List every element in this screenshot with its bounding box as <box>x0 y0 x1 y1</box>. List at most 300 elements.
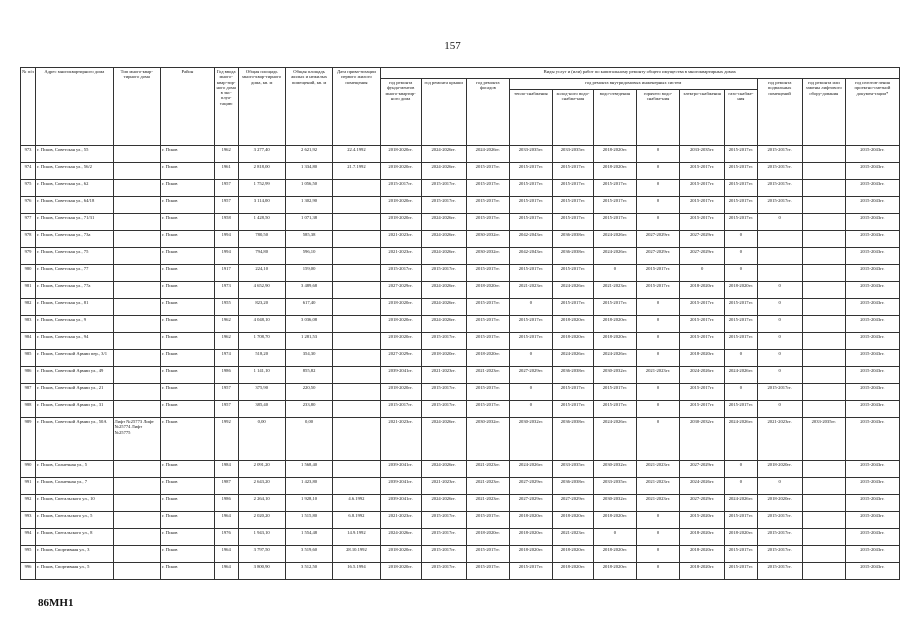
row-electricity-year: 2015-2017гг. <box>680 384 725 401</box>
row-living-area: 1 056,50 <box>285 180 332 197</box>
row-gas-supply-year: 2015-2017гг. <box>725 546 757 563</box>
row-roof-year: 2015-2017гг. <box>421 546 466 563</box>
row-address: г. Псков, Советская ул., 81 <box>36 299 114 316</box>
table-row <box>21 316 900 333</box>
row-facade-year: 2018-2020гг. <box>466 282 509 299</box>
row-living-area: 0,00 <box>285 418 332 461</box>
row-roof-year: 2015-2017гг. <box>421 197 466 214</box>
row-roof-year: 2024-2026гг. <box>421 495 466 512</box>
row-hot-water-year: 0 <box>636 563 679 580</box>
row-roof-year: 2015-2017гг. <box>421 180 466 197</box>
row-facade-year: 2030-2032гг. <box>466 418 509 461</box>
table-row <box>21 478 900 495</box>
table-row <box>21 401 900 418</box>
row-total-area: 4 652,90 <box>238 282 285 299</box>
row-privatization-date <box>333 299 380 316</box>
row-house-type <box>113 265 160 282</box>
row-basement-year <box>757 265 802 282</box>
row-elevator-year <box>802 214 845 231</box>
row-cold-water-year: 2033-2035гг. <box>552 146 593 163</box>
row-district: г. Псков <box>160 231 214 248</box>
row-address: г. Псков, Советской Армии пер., 3/1 <box>36 350 114 367</box>
row-year-built: 1955 <box>214 299 238 316</box>
row-total-area: 1 141,10 <box>238 367 285 384</box>
row-cold-water-year: 2015-2017гг. <box>552 180 593 197</box>
row-foundation-year: 2018-2020гг. <box>380 163 421 180</box>
row-hot-water-year: 2021-2023гг. <box>636 478 679 495</box>
row-design-docs-year: 2015-2043гг. <box>845 248 899 265</box>
row-heat-supply-year: 2015-2017гг. <box>509 265 552 282</box>
row-elevator-year <box>802 495 845 512</box>
row-year-built: 1992 <box>214 418 238 461</box>
row-electricity-year: 2027-2029гг. <box>680 461 725 478</box>
row-total-area: 2 020,20 <box>238 512 285 529</box>
row-basement-year: 2015-2017гг. <box>757 197 802 214</box>
row-cold-water-year: 2036-2038гг. <box>552 231 593 248</box>
row-number: 985 <box>21 350 36 367</box>
table-row <box>21 248 900 265</box>
row-year-built: 1974 <box>214 350 238 367</box>
row-facade-year: 2015-2017гг. <box>466 214 509 231</box>
row-roof-year: 2024-2026гг. <box>421 461 466 478</box>
table-row <box>21 146 900 163</box>
row-basement-year: 0 <box>757 350 802 367</box>
row-house-type <box>113 401 160 418</box>
row-hot-water-year: 0 <box>636 299 679 316</box>
row-basement-year: 2021-2023гг. <box>757 418 802 461</box>
header-sewerage: водо-отведения <box>593 90 636 146</box>
row-district: г. Псков <box>160 333 214 350</box>
row-design-docs-year: 2015-2043гг. <box>845 529 899 546</box>
row-foundation-year: 2015-2017гг. <box>380 401 421 418</box>
table-body <box>21 146 900 580</box>
row-electricity-year: 2018-2020гг. <box>680 529 725 546</box>
footer-code: 86МН1 <box>38 597 74 609</box>
row-living-area: 617,40 <box>285 299 332 316</box>
row-sewerage-year: 2030-2032гг. <box>593 461 636 478</box>
row-total-area: 1 943,10 <box>238 529 285 546</box>
row-hot-water-year: 0 <box>636 384 679 401</box>
table-header <box>21 68 900 146</box>
row-hot-water-year: 2015-2017гг. <box>636 265 679 282</box>
row-cold-water-year: 2015-2017гг. <box>552 299 593 316</box>
row-electricity-year: 2033-2035гг. <box>680 146 725 163</box>
row-district: г. Псков <box>160 546 214 563</box>
row-basement-year: 0 <box>757 299 802 316</box>
row-privatization-date: 6.8.1992 <box>333 512 380 529</box>
table-row <box>21 197 900 214</box>
row-hot-water-year: 0 <box>636 401 679 418</box>
row-hot-water-year: 2021-2023гг. <box>636 461 679 478</box>
row-address: г. Псков, Советской Армии ул., 49 <box>36 367 114 384</box>
row-year-built: 1984 <box>214 461 238 478</box>
row-basement-year: 0 <box>757 478 802 495</box>
row-design-docs-year: 2015-2043гг. <box>845 495 899 512</box>
row-roof-year: 2015-2017гг. <box>421 333 466 350</box>
row-district: г. Псков <box>160 529 214 546</box>
row-design-docs-year: 2015-2043гг. <box>845 282 899 299</box>
row-district: г. Псков <box>160 478 214 495</box>
row-heat-supply-year: 0 <box>509 299 552 316</box>
row-house-type <box>113 197 160 214</box>
row-total-area: 518,20 <box>238 350 285 367</box>
row-roof-year: 2018-2020гг. <box>421 350 466 367</box>
row-elevator-year <box>802 546 845 563</box>
row-gas-supply-year: 2015-2017гг. <box>725 180 757 197</box>
row-foundation-year: 2039-2041гг. <box>380 478 421 495</box>
header-elevator: год ремонта или замены лифтового обору-дования <box>802 79 845 146</box>
row-address: г. Псков, Советская ул., 64/18 <box>36 197 114 214</box>
row-gas-supply-year: 2015-2017гг. <box>725 512 757 529</box>
row-roof-year: 2015-2017гг. <box>421 563 466 580</box>
row-year-built: 1994 <box>214 248 238 265</box>
row-cold-water-year: 2027-2029гг. <box>552 495 593 512</box>
row-total-area: 1 752,99 <box>238 180 285 197</box>
row-house-type <box>113 495 160 512</box>
row-living-area: 1 334,80 <box>285 163 332 180</box>
table-row <box>21 384 900 401</box>
row-design-docs-year: 2015-2043гг. <box>845 367 899 384</box>
row-basement-year: 2015-2017гг. <box>757 529 802 546</box>
row-total-area: 3 797,50 <box>238 546 285 563</box>
row-gas-supply-year: 2015-2017гг. <box>725 146 757 163</box>
row-sewerage-year: 2015-2017гг. <box>593 401 636 418</box>
row-cold-water-year: 2015-2017гг. <box>552 163 593 180</box>
row-facade-year: 2015-2017гг. <box>466 180 509 197</box>
table-row <box>21 495 900 512</box>
row-roof-year: 2015-2017гг. <box>421 529 466 546</box>
row-address: г. Псков, Советская ул., 71/31 <box>36 214 114 231</box>
row-heat-supply-year: 2018-2020гг. <box>509 546 552 563</box>
table-row <box>21 546 900 563</box>
row-living-area: 3 489,68 <box>285 282 332 299</box>
row-cold-water-year: 2024-2026гг. <box>552 282 593 299</box>
row-gas-supply-year: 2015-2017гг. <box>725 214 757 231</box>
row-living-area: 1 302,90 <box>285 197 332 214</box>
row-district: г. Псков <box>160 384 214 401</box>
row-basement-year: 2015-2017гг. <box>757 163 802 180</box>
row-cold-water-year: 2018-2020гг. <box>552 512 593 529</box>
row-house-type <box>113 214 160 231</box>
row-heat-supply-year: 2024-2026гг. <box>509 461 552 478</box>
row-electricity-year: 2015-2017гг. <box>680 333 725 350</box>
row-gas-supply-year: 0 <box>725 478 757 495</box>
row-living-area: 220,50 <box>285 384 332 401</box>
row-total-area: 375,90 <box>238 384 285 401</box>
row-roof-year: 2015-2017гг. <box>421 512 466 529</box>
row-gas-supply-year: 2015-2017гг. <box>725 316 757 333</box>
row-basement-year: 0 <box>757 214 802 231</box>
row-roof-year: 2015-2017гг. <box>421 265 466 282</box>
row-house-type <box>113 299 160 316</box>
row-number: 990 <box>21 461 36 478</box>
row-house-type <box>113 180 160 197</box>
row-living-area: 3 512,50 <box>285 563 332 580</box>
row-privatization-date <box>333 461 380 478</box>
row-number: 989 <box>21 418 36 461</box>
row-number: 984 <box>21 333 36 350</box>
table-row <box>21 418 900 461</box>
row-elevator-year <box>802 299 845 316</box>
row-hot-water-year: 2021-2023гг. <box>636 367 679 384</box>
row-elevator-year <box>802 146 845 163</box>
row-gas-supply-year: 0 <box>725 231 757 248</box>
row-basement-year: 0 <box>757 367 802 384</box>
row-living-area: 2 621,92 <box>285 146 332 163</box>
row-living-area: 855,82 <box>285 367 332 384</box>
row-facade-year: 2018-2020гг. <box>466 529 509 546</box>
row-total-area: 2 818,00 <box>238 163 285 180</box>
table-row <box>21 231 900 248</box>
header-facade: год ремонта фасадов <box>466 79 509 146</box>
row-design-docs-year: 2015-2043гг. <box>845 512 899 529</box>
header-roof: год ремонта крыши <box>421 79 466 146</box>
row-elevator-year <box>802 180 845 197</box>
row-elevator-year <box>802 333 845 350</box>
row-total-area: 3 114,00 <box>238 197 285 214</box>
row-sewerage-year: 2015-2017гг. <box>593 299 636 316</box>
row-foundation-year: 2021-2023гг. <box>380 512 421 529</box>
row-elevator-year <box>802 350 845 367</box>
row-sewerage-year: 2015-2017гг. <box>593 384 636 401</box>
row-privatization-date <box>333 384 380 401</box>
row-district: г. Псков <box>160 214 214 231</box>
row-cold-water-year: 2015-2017гг. <box>552 197 593 214</box>
table-row <box>21 265 900 282</box>
row-cold-water-year: 2036-2038гг. <box>552 248 593 265</box>
row-house-type <box>113 461 160 478</box>
row-total-area: 4 048,10 <box>238 316 285 333</box>
row-foundation-year: 2039-2041гг. <box>380 461 421 478</box>
row-sewerage-year: 2024-2026гг. <box>593 231 636 248</box>
row-house-type <box>113 231 160 248</box>
row-address: г. Псков, Советская ул., 77 <box>36 265 114 282</box>
row-gas-supply-year: 2024-2026гг. <box>725 418 757 461</box>
row-basement-year: 0 <box>757 316 802 333</box>
row-address: г. Псков, Советской Армии ул., 21 <box>36 384 114 401</box>
row-electricity-year: 2018-2020гг. <box>680 350 725 367</box>
header-living-area: Общая площадь жилых и нежилых помещений, кв. м <box>285 68 332 146</box>
row-foundation-year: 2027-2029гг. <box>380 350 421 367</box>
row-facade-year: 2015-2017гг. <box>466 563 509 580</box>
table-row <box>21 282 900 299</box>
row-house-type <box>113 546 160 563</box>
row-heat-supply-year: 2018-2020гг. <box>509 512 552 529</box>
row-cold-water-year: 2015-2017гг. <box>552 265 593 282</box>
header-number: № п/п <box>21 68 36 146</box>
table-row <box>21 461 900 478</box>
row-living-area: 1 281,53 <box>285 333 332 350</box>
row-address: г. Псков, Спегальского ул., 5 <box>36 512 114 529</box>
row-total-area: 823,20 <box>238 299 285 316</box>
row-foundation-year: 2039-2041гг. <box>380 367 421 384</box>
row-total-area: 2 091,20 <box>238 461 285 478</box>
row-roof-year: 2021-2023гг. <box>421 478 466 495</box>
row-heat-supply-year: 2015-2017гг. <box>509 197 552 214</box>
row-number: 987 <box>21 384 36 401</box>
capital-repair-register-table <box>20 67 900 580</box>
row-address: г. Псков, Советская ул., 56/2 <box>36 163 114 180</box>
row-house-type <box>113 316 160 333</box>
row-design-docs-year: 2015-2043гг. <box>845 163 899 180</box>
row-heat-supply-year: 2021-2023гг. <box>509 282 552 299</box>
row-hot-water-year: 0 <box>636 512 679 529</box>
row-district: г. Псков <box>160 197 214 214</box>
table-row <box>21 563 900 580</box>
row-elevator-year <box>802 282 845 299</box>
row-foundation-year: 2018-2020гг. <box>380 546 421 563</box>
row-heat-supply-year: 2027-2029гг. <box>509 478 552 495</box>
row-electricity-year: 2015-2020гг. <box>680 512 725 529</box>
row-facade-year: 2021-2023гг. <box>466 367 509 384</box>
row-basement-year: 2015-2017гг. <box>757 563 802 580</box>
row-sewerage-year: 2015-2017гг. <box>593 180 636 197</box>
row-address: г. Псков, Советская ул., 62 <box>36 180 114 197</box>
row-total-area: 1 708,70 <box>238 333 285 350</box>
row-district: г. Псков <box>160 495 214 512</box>
row-sewerage-year: 2018-2020гг. <box>593 146 636 163</box>
row-cold-water-year: 2033-2035гг. <box>552 461 593 478</box>
row-gas-supply-year: 0 <box>725 461 757 478</box>
header-works-group: Виды услуг и (или) работ по капитальному ремонту общего имущества в многоквартирных домах <box>380 68 899 79</box>
row-electricity-year: 2015-2017гг. <box>680 401 725 418</box>
row-house-type <box>113 282 160 299</box>
row-heat-supply-year: 2030-2032гг. <box>509 418 552 461</box>
table-row <box>21 529 900 546</box>
row-district: г. Псков <box>160 401 214 418</box>
row-design-docs-year: 2015-2043гг. <box>845 418 899 461</box>
row-gas-supply-year: 2015-2017гг. <box>725 197 757 214</box>
row-foundation-year: 2024-2026гг. <box>380 529 421 546</box>
row-total-area: 780,50 <box>238 231 285 248</box>
row-elevator-year <box>802 512 845 529</box>
row-sewerage-year: 2018-2020гг. <box>593 546 636 563</box>
row-house-type <box>113 248 160 265</box>
row-privatization-date <box>333 367 380 384</box>
table-row <box>21 367 900 384</box>
row-address: г. Псков, Советской Армии ул., 31 <box>36 401 114 418</box>
page-number: 157 <box>444 40 461 52</box>
row-year-built: 1958 <box>214 214 238 231</box>
row-facade-year: 2015-2017гг. <box>466 401 509 418</box>
row-privatization-date <box>333 282 380 299</box>
row-design-docs-year: 2015-2043гг. <box>845 546 899 563</box>
row-address: г. Псков, Советская ул., 9 <box>36 316 114 333</box>
header-address: Адрес многоквартирного дома <box>36 68 114 146</box>
row-cold-water-year: 2036-2038гг. <box>552 367 593 384</box>
header-design-docs: год изготов-ления проектно-сметной докумен-тации* <box>845 79 899 146</box>
row-roof-year: 2024-2026гг. <box>421 163 466 180</box>
row-electricity-year: 2015-2017гг. <box>680 299 725 316</box>
row-sewerage-year: 2024-2026гг. <box>593 248 636 265</box>
row-sewerage-year: 2015-2017гг. <box>593 197 636 214</box>
header-basement: год ремонта подвальных помещений <box>757 79 802 146</box>
row-roof-year: 2024-2026гг. <box>421 299 466 316</box>
row-heat-supply-year: 0 <box>509 401 552 418</box>
row-living-area: 585,38 <box>285 231 332 248</box>
row-address: г. Псков, Советская ул., 55 <box>36 146 114 163</box>
header-type: Тип много-квар-тирного дома <box>113 68 160 146</box>
row-electricity-year: 2015-2017гг. <box>680 197 725 214</box>
row-sewerage-year: 2015-2017гг. <box>593 214 636 231</box>
row-number: 995 <box>21 546 36 563</box>
row-design-docs-year: 2015-2043гг. <box>845 461 899 478</box>
row-living-area: 233,80 <box>285 401 332 418</box>
header-cold-water: холод-ного водо-снабже-ния <box>552 90 593 146</box>
row-roof-year: 2015-2017гг. <box>421 384 466 401</box>
row-cold-water-year: 2021-2023гг. <box>552 529 593 546</box>
row-elevator-year <box>802 248 845 265</box>
row-number: 983 <box>21 316 36 333</box>
row-house-type <box>113 563 160 580</box>
row-heat-supply-year: 2027-2029гг. <box>509 495 552 512</box>
row-roof-year: 2024-2026гг. <box>421 282 466 299</box>
row-hot-water-year: 2015-2017гг. <box>636 282 679 299</box>
row-address: г. Псков, Спортивная ул., 3 <box>36 546 114 563</box>
row-gas-supply-year: 2024-2026гг. <box>725 367 757 384</box>
row-privatization-date <box>333 350 380 367</box>
row-facade-year: 2015-2017гг. <box>466 265 509 282</box>
row-basement-year: 0 <box>757 282 802 299</box>
row-privatization-date <box>333 418 380 461</box>
row-privatization-date: 21.7.1992 <box>333 163 380 180</box>
row-electricity-year: 2015-2017гг. <box>680 316 725 333</box>
table-row <box>21 512 900 529</box>
row-hot-water-year: 2027-2029гг. <box>636 248 679 265</box>
row-privatization-date <box>333 265 380 282</box>
row-foundation-year: 2015-2017гг. <box>380 265 421 282</box>
row-total-area: 1 428,50 <box>238 214 285 231</box>
row-privatization-date: 28.10.1992 <box>333 546 380 563</box>
row-basement-year: 2015-2017гг. <box>757 146 802 163</box>
table-row <box>21 299 900 316</box>
row-hot-water-year: 0 <box>636 529 679 546</box>
row-number: 976 <box>21 197 36 214</box>
row-heat-supply-year: 2042-2043гг. <box>509 231 552 248</box>
row-sewerage-year: 2018-2020гг. <box>593 563 636 580</box>
row-design-docs-year: 2015-2043гг. <box>845 563 899 580</box>
row-foundation-year: 2018-2020гг. <box>380 333 421 350</box>
row-total-area: 794,80 <box>238 248 285 265</box>
row-year-built: 1961 <box>214 163 238 180</box>
row-design-docs-year: 2015-2043гг. <box>845 299 899 316</box>
row-foundation-year: 2018-2020гг. <box>380 214 421 231</box>
row-design-docs-year: 2015-2043гг. <box>845 214 899 231</box>
row-year-built: 1973 <box>214 282 238 299</box>
row-heat-supply-year: 2015-2017гг. <box>509 316 552 333</box>
row-electricity-year: 2027-2029гг. <box>680 231 725 248</box>
row-roof-year: 2024-2026гг. <box>421 418 466 461</box>
table-row <box>21 163 900 180</box>
row-year-built: 1962 <box>214 316 238 333</box>
row-number: 993 <box>21 512 36 529</box>
header-heat-supply: тепло-снабжения <box>509 90 552 146</box>
row-elevator-year <box>802 316 845 333</box>
row-total-area: 2 643,20 <box>238 478 285 495</box>
row-living-area: 159,00 <box>285 265 332 282</box>
row-district: г. Псков <box>160 299 214 316</box>
row-elevator-year <box>802 478 845 495</box>
row-number: 992 <box>21 495 36 512</box>
row-address: г. Псков, Солнечная ул., 7 <box>36 478 114 495</box>
row-sewerage-year: 2030-2032гг. <box>593 495 636 512</box>
row-electricity-year: 2015-2017гг. <box>680 180 725 197</box>
row-gas-supply-year: 0 <box>725 350 757 367</box>
row-electricity-year: 2018-2020гг. <box>680 282 725 299</box>
row-sewerage-year: 2018-2020гг. <box>593 333 636 350</box>
row-cold-water-year: 2015-2017гг. <box>552 214 593 231</box>
row-roof-year: 2024-2026гг. <box>421 146 466 163</box>
